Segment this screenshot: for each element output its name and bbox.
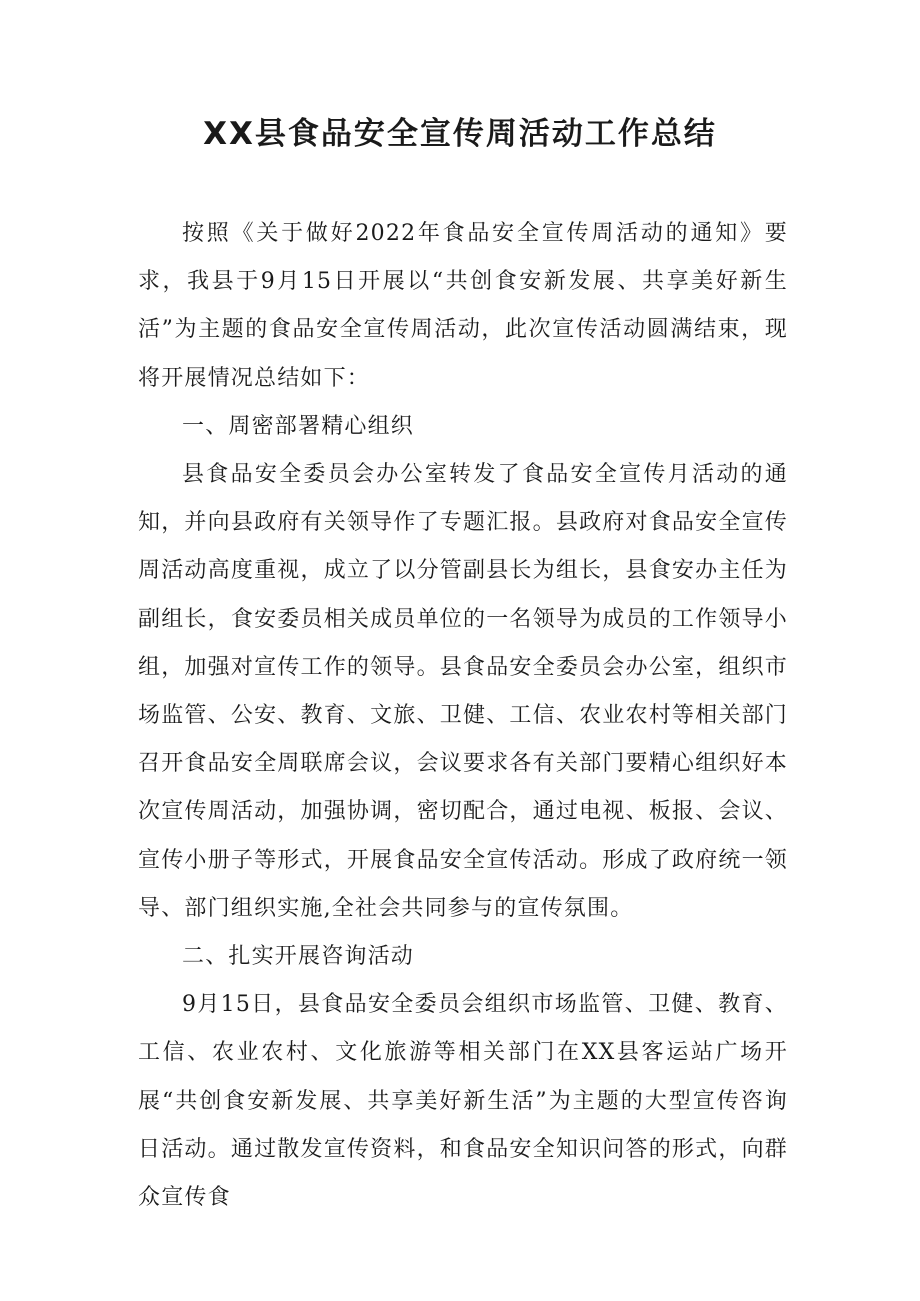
section-2-heading: 二、扎实开展咨询活动 [182, 944, 415, 970]
document-body [138, 210, 788, 1222]
section-2-paragraph: 9月15日，县食品安全委员会组织市场监管、卫健、教育、工信、农业农村、文化旅游等相关部门在XX县客运站广场开展“共创食安新发展、共享美好新生活”为主题的大型宣传咨询日活动。通过散发宣传资料，和食品安全知识问答的形式，向群众宣传食 [138, 992, 788, 1211]
document-title: XX县食品安全宣传周活动工作总结 [203, 116, 717, 152]
intro-paragraph: 按照《关于做好2022年食品安全宣传周活动的通知》要求，我县于9月15日开展以“共创食安新发展、共享美好新生活”为主题的食品安全宣传周活动，此次宣传活动圆满结束，现将开展情况总结如下： [138, 221, 788, 391]
section-1-heading: 一、周密部署精心组织 [182, 413, 415, 439]
section-1-paragraph: 县食品安全委员会办公室转发了食品安全宣传月活动的通知，并向县政府有关领导作了专题汇报。县政府对食品安全宣传周活动高度重视，成立了以分管副县长为组长，县食安办主任为副组长，食安委员相关成员单位的一名领导为成员的工作领导小组，加强对宣传工作的领导。县食品安全委员会办公室，组织市场监管、公安、教育、文旅、卫健、工信、农业农村等相关部门召开食品安全周联席会议，会议要求各有关部门要精心组织好本次宣传周活动，加强协调，密切配合，通过电视、板报、会议、宣传小册子等形式，开展食品安全宣传活动。形成了政府统一领导、部门组织实施,全社会共同参与的宣传氛围。 [138, 462, 788, 921]
